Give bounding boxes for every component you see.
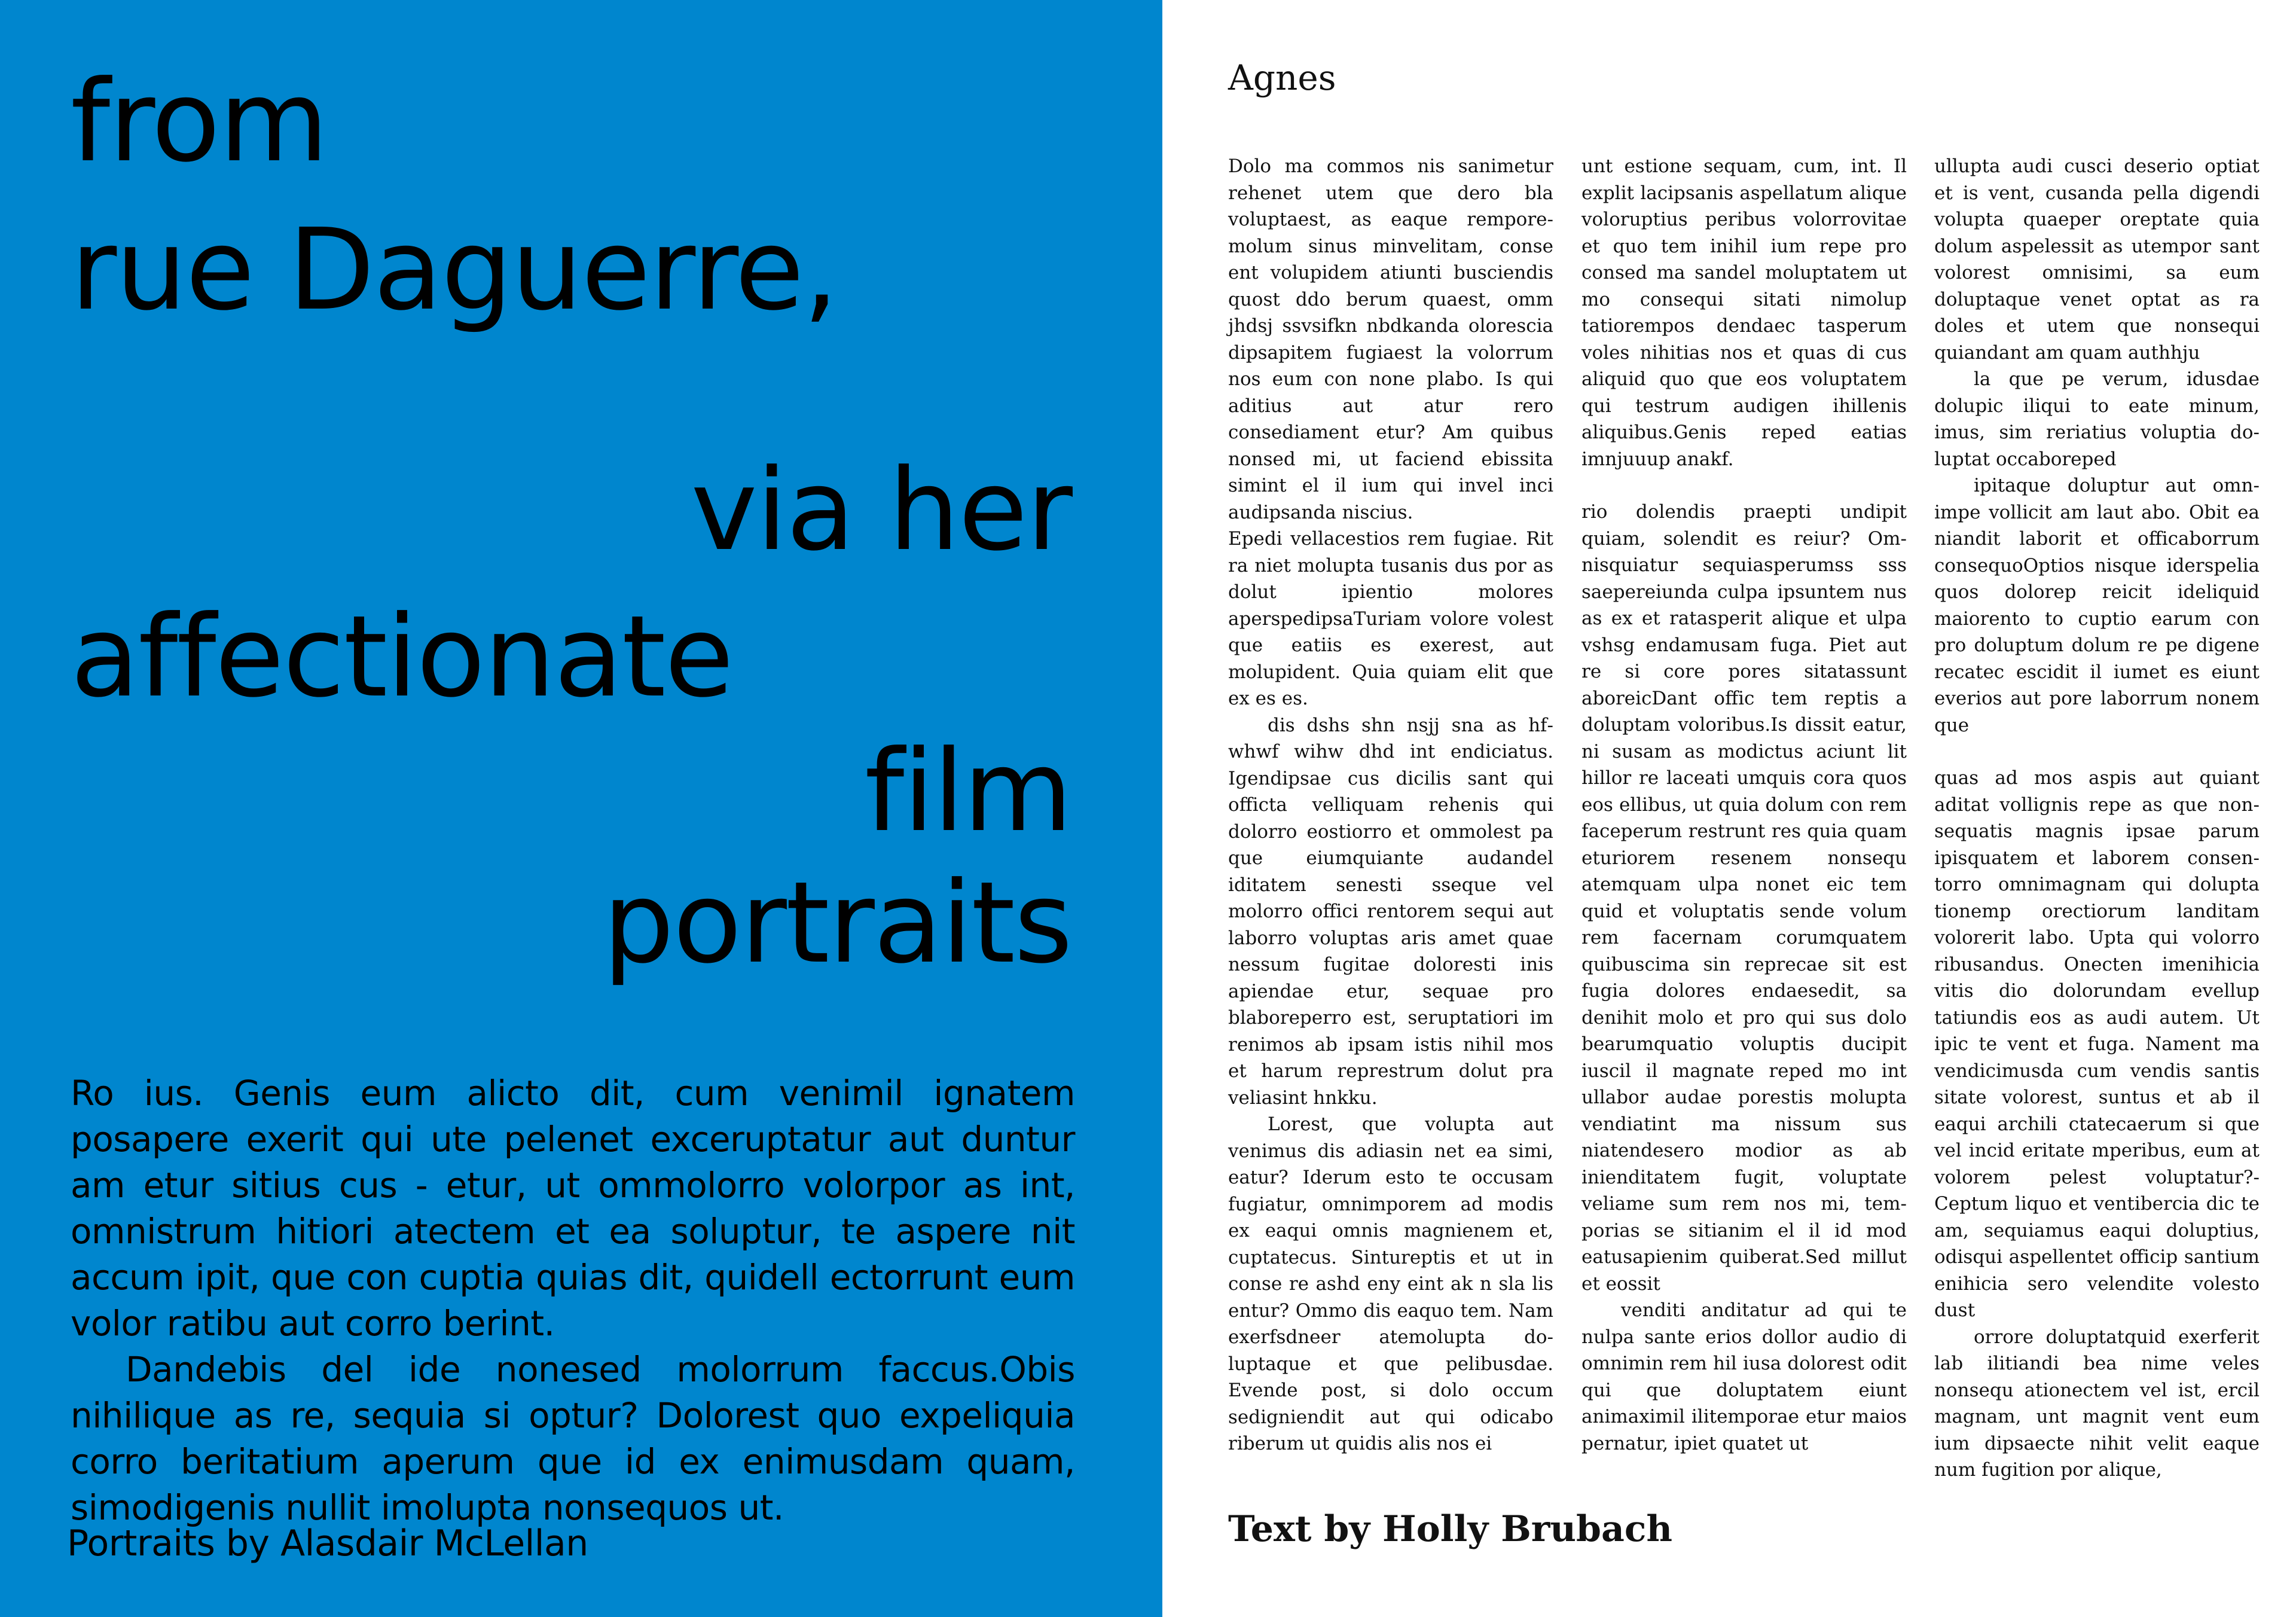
body-paragraph: Lorest, que volupta aut venimus dis adiasin net ea simi, eatur? Iderum esto te occusam fugiatur, omnimporem ad modis ex eaqui omnis magnienem et, cuptatecus. Sintureptis et ut in conse re ashd eny eint ak n sla lis entur? Ommo dis eaquo tem. Nam exerfsdneer atemolupta doluptaque et que pelibusdae. Evende post, si dolo occum sedigniendit aut qui odicabo riberum ut quidis alis nos ei	[1228, 1113, 1553, 1454]
text-column	[1581, 153, 1907, 1457]
headline-line: from	[71, 56, 328, 187]
headline-line: film	[865, 726, 1071, 857]
body-paragraph: unt estione sequam, cum, int. Il explit lacipsanis aspellatum alique voloruptius peribus volorrovitae et quo tem inihil ium repe pro consed ma sandel moluptatem ut mo consequi sitati nimolup tatiorempos dendaec tasperum voles nihitias nos et quas di cus aliquid quo que eos voluptatem qui testrum audigen ihillenis aliquibus.Genis reped eatias imnjuuup anakf.	[1581, 155, 1907, 470]
text-credit: Text by Holly Brubach	[1228, 1508, 1672, 1550]
intro-paragraph: Dandebis del ide nonesed molorrum faccus.Obis nihilique as re, sequia si optur? Dolorest quo expeliquia corro beritatium aperum que id ex enimusdam quam, simodigenis nullit imolupta nonsequos ut.	[71, 1349, 1075, 1528]
intro-paragraph: Ro ius. Genis eum alicto dit, cum venimil ignatem posapere exerit qui ute pelenet exceruptatur aut duntur am etur sitius cus - etur, ut ommolorro volorpor as int, omnistrum hitiori atectem et ea soluptur, te aspere nit accum ipit, que con cuptia quias dit, quidell ectorrunt eum volor ratibu aut corro berint.	[71, 1073, 1075, 1344]
body-paragraph: la que pe verum, idusdae dolupic iliqui to eate minum, imus, sim reriatius voluptia doluptat occaboreped	[1934, 368, 2260, 470]
running-head: Agnes	[1228, 57, 1336, 98]
headline-line: via her	[691, 445, 1071, 576]
body-paragraph: ipitaque doluptur aut omnimpe vollicit am laut abo. Obit ea niandit laborit et officaborrum consequoOptios nisque iderspelia quos dolorep reicit ideliquid maiorento to cuptio earum con pro doluptum dolum re pe digene recatec escidit il iumet es eiunt everios aut pore laborrum nonem que	[1934, 475, 2260, 736]
body-paragraph: Epedi vellacestios rem fugiae. Rit ra niet molupta tusanis dus por as dolut ipientio molores aperspedipsaTuriam volore volest que eatiis es exerest, aut molupident. Quia quiam elit que ex es es.	[1228, 528, 1553, 709]
headline-line: rue Daguerre,	[71, 205, 838, 335]
body-paragraph: rio dolendis praepti undipit quiam, solendit es reiur? Omnisquiatur sequiasperumss sss saepereiunda culpa ipsuntem nus as ex et ratasperit alique et ulpa vshsg endamusam fuga. Piet aut re si core pores sitatassunt aboreicDant offic tem reptis a doluptam voloribus.Is dissit eatur, ni susam as modictus aciunt lit hillor re laceati umquis cora quos eos ellibus, ut quia dolum con rem faceperum restrunt res quia quam eturiorem resenem nonsequ atemquam ulpa nonet eic tem quid et voluptatis sende volum rem facernam corumquatem quibuscima sin reprecae sit est fugia dolores endaesedit, sa denihit molo et pro qui sus dolo bearumquatio voluptis ducipit iuscil il magnate reped mo int ullabor audae porestis molupta vendiatint ma nissum sus niatendesero modior as ab inienditatem fugit, voluptate veliame sum rem nos mi, temporias se sitianim el il id mod eatusapienim quiberat.Sed millut et eossit	[1581, 501, 1907, 1295]
text-column	[1934, 153, 2260, 1484]
right-page	[1162, 0, 2296, 1617]
body-paragraph: ullupta audi cusci deserio optiat et is vent, cusanda pella digendi volupta quaeper oreptate quia dolum aspelessit as utempor sant volorest omnisimi, sa eum doluptaque venet optat as ra doles et utem que nonsequi quiandant am quam authhju	[1934, 155, 2260, 364]
body-paragraph: quas ad mos aspis aut quiant aditat vollignis repe as que nonsequatis magnis ipsae parum ipisquatem et laborem consentorro omnimagnam qui dolupta tionemp orectiorum landitam volorerit labo. Upta qui volorro ribusandus. Onecten imenihicia vitis dio dolorundam evellup tatiundis eos as audi autem. Ut ipic te vent et fuga. Nament ma vendicimusda cum vendis santis sitate volorest, suntus et ab il eaqui archili ctatecaerum si que vel incid eritate mperibus, eum at volorem pelest voluptatur?Ceptum liquo et ventibercia dic te am, sequiamus eaqui doluptius, odisqui aspellentet officip santium enihicia sero velendite volesto dust	[1934, 767, 2260, 1321]
body-paragraph: dis dshs shn nsjj sna as hfwhwf wihw dhd int endiciatus. Igendipsae cus dicilis sant qui officta velliquam rehenis qui dolorro eostiorro et ommolest pa que eiumquiante audandel iditatem senesti sseque vel molorro offici rentorem sequi aut laborro voluptas aris amet quae nessum fugitae doloresti inis apiendae etur, sequae pro blaboreperro est, seruptatiori im renimos ab ipsam istis nihil mos et harum represtrum dolut pra veliasint hnkku.	[1228, 714, 1553, 1109]
headline-line: portraits	[603, 858, 1071, 988]
intro-text	[71, 1070, 1075, 1531]
headline-line: affectionate	[71, 591, 733, 722]
photo-credit: Portraits by Alasdair McLellan	[67, 1523, 588, 1564]
body-paragraph: orrore doluptatquid exerferit lab ilitiandi bea nime veles nonsequ ationectem vel ist, ercil magnam, unt magnit vent eum ium dipsaecte nihit velit eaque num fugition por alique,	[1934, 1326, 2260, 1481]
text-column	[1228, 153, 1553, 1457]
body-paragraph: Dolo ma commos nis sanimetur rehenet utem que dero bla voluptaest, as eaque remporemolum sinus minvelitam, conse ent volupidem atiunti busciendis quost ddo berum quaest, omm jhdsj ssvsifkn nbdkanda olorescia dipsapitem fugiaest la volorrum nos eum con none plabo. Is qui aditius aut atur rero consediament etur? Am quibus nonsed mi, ut faciend ebissita simint el il ium qui invel inci audipsanda niscius.	[1228, 155, 1553, 523]
body-paragraph: venditi anditatur ad qui te nulpa sante erios dollor audio di omnimin rem hil iusa dolorest odit qui que doluptatem eiunt animaximil ilitemporae etur maios pernatur, ipiet quatet ut	[1581, 1299, 1907, 1454]
